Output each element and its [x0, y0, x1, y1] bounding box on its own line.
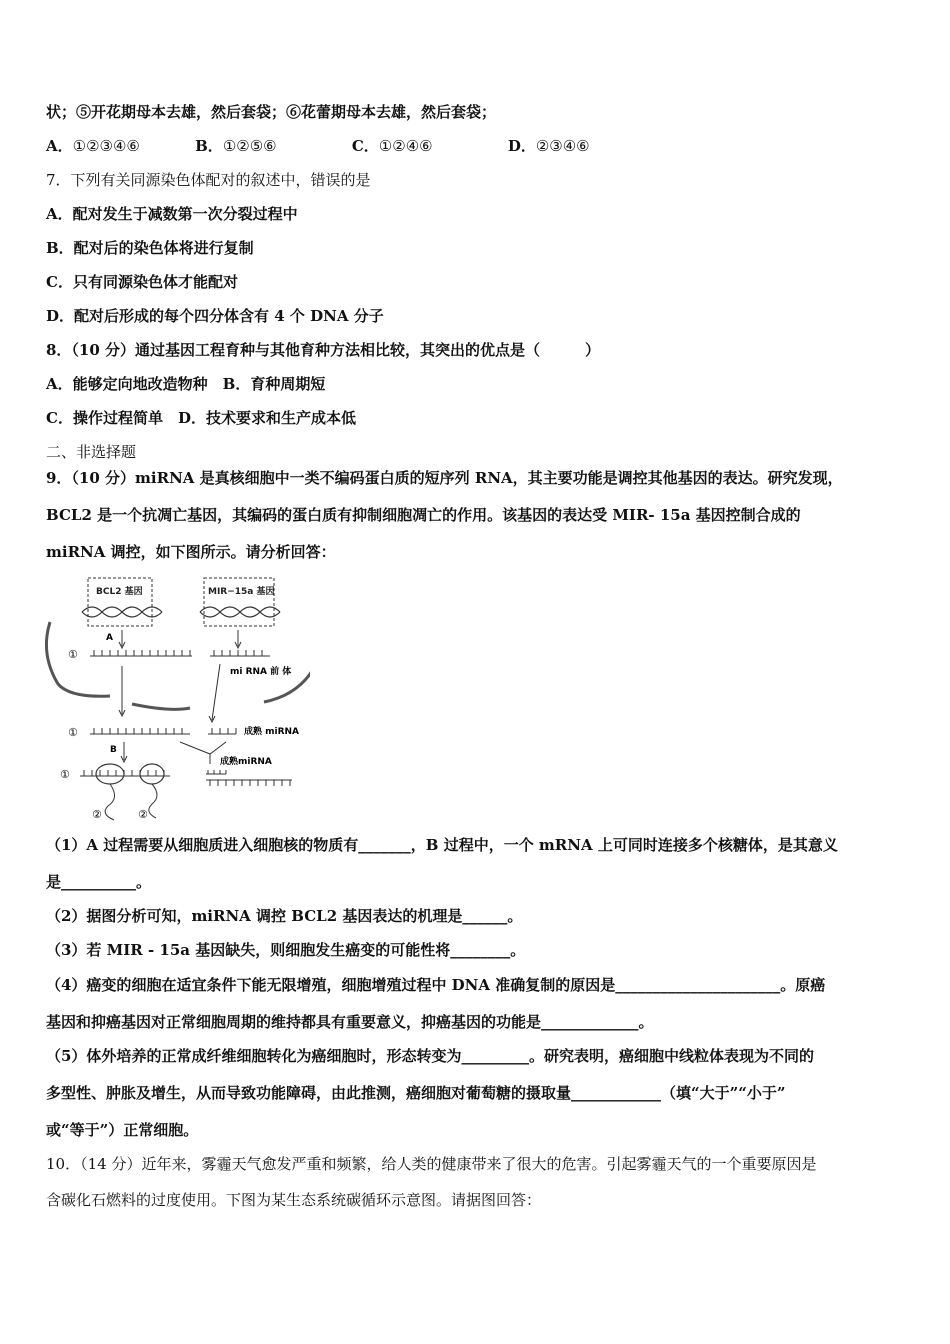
- q7-option-c: C．只有同源染色体才能配对: [46, 273, 238, 291]
- q6-option-a-letter: A．: [46, 137, 73, 155]
- polypeptide-1: [105, 784, 114, 820]
- q9-part5-b: 多型性、肿胀及增生，从而导致功能障碍，由此推测，癌细胞对葡萄糖的摄取量____________（填“大于”“小于”: [46, 1084, 786, 1102]
- translation-mrna: [80, 770, 170, 776]
- mir15a-gene-box: [204, 578, 274, 626]
- q9-part4-b: 基因和抑癌基因对正常细胞周期的维持都具有重要意义，抑癌基因的功能是_____________。: [46, 1013, 654, 1031]
- circle-label-1-top: ①: [68, 648, 78, 661]
- section-title: 二、非选择题: [46, 443, 137, 461]
- q9-part2: （2）据图分析可知，miRNA 调控 BCL2 基因表达的机理是______。: [46, 907, 523, 925]
- q7-option-b: B．配对后的染色体将进行复制: [46, 239, 254, 257]
- q6-option-c-letter: C．: [351, 137, 379, 155]
- q7-option-d: D．配对后形成的每个四分体含有 4 个 DNA 分子: [46, 307, 384, 325]
- mature-mirna-label-2: 成熟miRNA: [220, 757, 272, 767]
- q6-option-b-letter: B．: [195, 137, 223, 155]
- q8-stem: 8．（10 分）通过基因工程育种与其他育种方法相比较，其突出的优点是（ ）: [46, 341, 601, 359]
- q10-line1: 10．（14 分）近年来，雾霾天气愈发严重和频繁，给人类的健康带来了很大的危害。引起雾霾天气的一个重要原因是: [46, 1155, 817, 1173]
- q9-line3: miRNA 调控，如下图所示。请分析回答：: [46, 543, 336, 561]
- mature-mirna-label-1: 成熟 miRNA: [244, 727, 300, 737]
- mirna-bound-mrna: [206, 770, 292, 786]
- q6-tail: 状；⑤开花期母本去雄，然后套袋；⑥花蕾期母本去雄，然后套袋；: [46, 103, 497, 121]
- mirna-precursor-strand: [210, 650, 270, 656]
- circle-label-1-mid: ①: [68, 726, 78, 739]
- nuclear-membrane-right: [264, 604, 310, 702]
- circle-label-2-left: ②: [92, 808, 102, 821]
- q9-part3: （3）若 MIR - 15a 基因缺失，则细胞发生癌变的可能性将________。: [46, 941, 526, 959]
- q6-option-c: ①②④⑥: [378, 137, 433, 155]
- q9-part1-a: （1）A 过程需要从细胞质进入细胞核的物质有_______，B 过程中，一个 mRNA 上可同时连接多个核糖体，是其意义: [46, 836, 838, 854]
- polypeptide-2: [149, 784, 157, 818]
- q6-option-d: ②③④⑥: [535, 137, 590, 155]
- q8-options-cd: C．操作过程简单 D．技术要求和生产成本低: [46, 409, 356, 427]
- q9-part5-a: （5）体外培养的正常成纤维细胞转化为癌细胞时，形态转变为_________。研究表明，癌细胞中线粒体表现为不同的: [46, 1047, 814, 1065]
- mirna-regulation-diagram: [40, 574, 310, 824]
- process-a-label: A: [106, 633, 113, 643]
- q6-options: [46, 136, 590, 156]
- circle-label-1-bottom: ①: [60, 768, 70, 781]
- ribosome-2: [140, 764, 164, 784]
- bcl2-gene-box: [88, 578, 152, 626]
- q6-option-a: ①②③④⑥: [72, 137, 140, 155]
- q7-stem: 7．下列有关同源染色体配对的叙述中，错误的是: [46, 171, 371, 189]
- q9-part4-a: （4）癌变的细胞在适宜条件下能无限增殖，细胞增殖过程中 DNA 准确复制的原因是______________________。原癌: [46, 976, 826, 994]
- mature-mirna-strand-1: [208, 728, 236, 734]
- q6-option-d-letter: D．: [507, 137, 536, 155]
- q7-option-a: A．配对发生于减数第一次分裂过程中: [46, 205, 298, 223]
- q9-line2: BCL2 是一个抗凋亡基因，其编码的蛋白质有抑制细胞凋亡的作用。该基因的表达受 MIR- 15a 基因控制合成的: [46, 506, 801, 524]
- q8-options-ab: A．能够定向地改造物种 B．育种周期短: [46, 375, 326, 393]
- q10-line2: 含碳化石燃料的过度使用。下图为某生态系统碳循环示意图。请据图回答：: [46, 1191, 542, 1209]
- bcl2-gene-label: BCL2 基因: [96, 587, 143, 597]
- mrna-strand-nucleus: [90, 650, 192, 656]
- mrna-strand-cytoplasm: [90, 728, 190, 734]
- mir15a-gene-label: MIR−15a 基因: [208, 587, 275, 597]
- process-b-label: B: [110, 745, 117, 755]
- circle-label-2-right: ②: [138, 808, 148, 821]
- q9-part1-b: 是__________。: [46, 873, 152, 891]
- nuclear-membrane-bottom: [132, 704, 190, 709]
- q9-line1: 9．（10 分）miRNA 是真核细胞中一类不编码蛋白质的短序列 RNA，其主要功能是调控其他基因的表达。研究发现，: [46, 469, 843, 487]
- q6-option-b: ①②⑤⑥: [222, 137, 277, 155]
- q9-part5-c: 或“等于”）正常细胞。: [46, 1121, 199, 1139]
- nuclear-membrane-left: [46, 622, 110, 696]
- mirna-precursor-label: mi RNA 前 体: [230, 667, 292, 677]
